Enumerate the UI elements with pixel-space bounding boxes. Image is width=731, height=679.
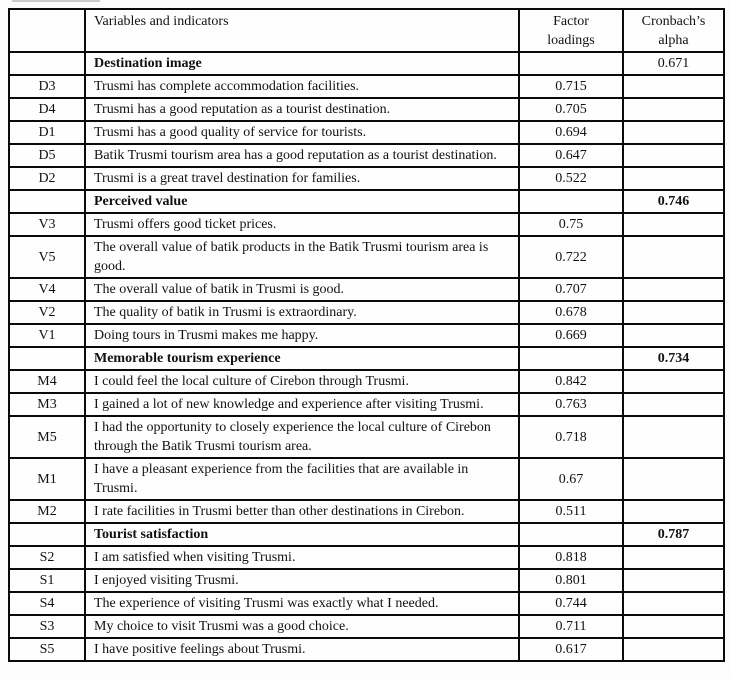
indicator-text: The overall value of batik products in the Batik Trusmi tourism area is good. [85, 236, 519, 278]
cronbachs-alpha-cell-empty [623, 324, 724, 347]
item-row [9, 213, 724, 236]
header-code-cell [9, 9, 85, 52]
indicator-text: I am satisfied when visiting Trusmi. [85, 546, 519, 569]
item-code: D5 [9, 144, 85, 167]
item-code: S4 [9, 592, 85, 615]
item-row [9, 324, 724, 347]
item-code: M3 [9, 393, 85, 416]
cronbachs-alpha-cell-empty [623, 546, 724, 569]
cronbachs-alpha-cell-empty [623, 121, 724, 144]
section-row [9, 190, 724, 213]
item-row [9, 615, 724, 638]
indicator-text: I could feel the local culture of Cirebon through Trusmi. [85, 370, 519, 393]
cronbachs-alpha-cell-empty [623, 144, 724, 167]
cronbachs-alpha-cell-empty [623, 393, 724, 416]
indicator-text: Doing tours in Trusmi makes me happy. [85, 324, 519, 347]
header-cronbachs-alpha: Cronbach’s alpha [623, 9, 724, 52]
item-row [9, 167, 724, 190]
cronbachs-alpha-cell-empty [623, 278, 724, 301]
section-row [9, 523, 724, 546]
factor-loading-value: 0.705 [519, 98, 623, 121]
item-code: M4 [9, 370, 85, 393]
code-cell-empty [9, 347, 85, 370]
indicator-text: I gained a lot of new knowledge and experience after visiting Trusmi. [85, 393, 519, 416]
cronbachs-alpha-cell-empty [623, 75, 724, 98]
item-row [9, 592, 724, 615]
factor-loading-value: 0.67 [519, 458, 623, 500]
factor-loading-value: 0.694 [519, 121, 623, 144]
item-code: M1 [9, 458, 85, 500]
cronbachs-alpha-cell-empty [623, 592, 724, 615]
item-row [9, 98, 724, 121]
factor-loading-value: 0.511 [519, 500, 623, 523]
item-code: D1 [9, 121, 85, 144]
cronbachs-alpha-cell-empty [623, 98, 724, 121]
code-cell-empty [9, 190, 85, 213]
item-code: V3 [9, 213, 85, 236]
indicator-text: Batik Trusmi tourism area has a good reputation as a tourist destination. [85, 144, 519, 167]
cronbachs-alpha-cell-empty [623, 167, 724, 190]
indicator-text: I had the opportunity to closely experience the local culture of Cirebon through the Batik Trusmi tourism area. [85, 416, 519, 458]
indicator-text: Trusmi has complete accommodation facilities. [85, 75, 519, 98]
factor-loading-value: 0.711 [519, 615, 623, 638]
indicator-text: Trusmi has a good reputation as a tourist destination. [85, 98, 519, 121]
item-code: D3 [9, 75, 85, 98]
item-code: S5 [9, 638, 85, 661]
section-row [9, 347, 724, 370]
factor-loading-value: 0.522 [519, 167, 623, 190]
header-factor-loadings: Factor loadings [519, 9, 623, 52]
code-cell-empty [9, 52, 85, 75]
factor-loading-cell-empty [519, 190, 623, 213]
item-row [9, 569, 724, 592]
factor-loading-value: 0.669 [519, 324, 623, 347]
item-row [9, 121, 724, 144]
factor-loading-value: 0.722 [519, 236, 623, 278]
item-row [9, 75, 724, 98]
item-code: V5 [9, 236, 85, 278]
header-row [9, 9, 724, 52]
factor-loading-value: 0.718 [519, 416, 623, 458]
factor-loading-value: 0.647 [519, 144, 623, 167]
item-code: D4 [9, 98, 85, 121]
cronbachs-alpha-cell-empty [623, 301, 724, 324]
indicator-text: I have positive feelings about Trusmi. [85, 638, 519, 661]
item-row [9, 144, 724, 167]
indicator-text: I enjoyed visiting Trusmi. [85, 569, 519, 592]
item-code: S1 [9, 569, 85, 592]
item-code: V1 [9, 324, 85, 347]
item-code: M2 [9, 500, 85, 523]
indicator-text: Trusmi offers good ticket prices. [85, 213, 519, 236]
indicator-text: The experience of visiting Trusmi was exactly what I needed. [85, 592, 519, 615]
factor-loading-value: 0.801 [519, 569, 623, 592]
cronbachs-alpha-cell-empty [623, 370, 724, 393]
factor-loading-value: 0.818 [519, 546, 623, 569]
factor-loading-value: 0.75 [519, 213, 623, 236]
factor-loading-cell-empty [519, 523, 623, 546]
cronbachs-alpha-cell-empty [623, 458, 724, 500]
factor-loading-value: 0.763 [519, 393, 623, 416]
cronbachs-alpha-cell-empty [623, 500, 724, 523]
factor-loading-cell-empty [519, 52, 623, 75]
item-row [9, 546, 724, 569]
cronbachs-alpha-cell-empty [623, 638, 724, 661]
item-row [9, 236, 724, 278]
indicator-text: I have a pleasant experience from the facilities that are available in Trusmi. [85, 458, 519, 500]
indicator-text: The overall value of batik in Trusmi is good. [85, 278, 519, 301]
cronbachs-alpha-value: 0.787 [623, 523, 724, 546]
header-variables-indicators: Variables and indicators [85, 9, 519, 52]
section-label: Destination image [85, 52, 519, 75]
item-row [9, 370, 724, 393]
factor-loading-value: 0.842 [519, 370, 623, 393]
item-code: S2 [9, 546, 85, 569]
item-row [9, 500, 724, 523]
item-row [9, 416, 724, 458]
section-label: Memorable tourism experience [85, 347, 519, 370]
indicator-text: Trusmi has a good quality of service for tourists. [85, 121, 519, 144]
section-label: Perceived value [85, 190, 519, 213]
reliability-table [8, 8, 725, 662]
cronbachs-alpha-cell-empty [623, 213, 724, 236]
cronbachs-alpha-value: 0.671 [623, 52, 724, 75]
factor-loading-value: 0.707 [519, 278, 623, 301]
crop-artifact [12, 0, 100, 2]
cronbachs-alpha-cell-empty [623, 416, 724, 458]
item-code: S3 [9, 615, 85, 638]
table-body [9, 52, 724, 661]
factor-loading-value: 0.678 [519, 301, 623, 324]
cronbachs-alpha-cell-empty [623, 569, 724, 592]
item-row [9, 278, 724, 301]
item-row [9, 301, 724, 324]
factor-loading-value: 0.744 [519, 592, 623, 615]
cronbachs-alpha-cell-empty [623, 615, 724, 638]
item-code: D2 [9, 167, 85, 190]
cronbachs-alpha-value: 0.746 [623, 190, 724, 213]
factor-loading-cell-empty [519, 347, 623, 370]
cronbachs-alpha-value: 0.734 [623, 347, 724, 370]
section-label: Tourist satisfaction [85, 523, 519, 546]
factor-loading-value: 0.715 [519, 75, 623, 98]
code-cell-empty [9, 523, 85, 546]
indicator-text: I rate facilities in Trusmi better than other destinations in Cirebon. [85, 500, 519, 523]
item-row [9, 393, 724, 416]
indicator-text: My choice to visit Trusmi was a good choice. [85, 615, 519, 638]
factor-loading-value: 0.617 [519, 638, 623, 661]
indicator-text: Trusmi is a great travel destination for families. [85, 167, 519, 190]
item-code: M5 [9, 416, 85, 458]
cronbachs-alpha-cell-empty [623, 236, 724, 278]
section-row [9, 52, 724, 75]
item-row [9, 458, 724, 500]
item-code: V2 [9, 301, 85, 324]
item-row [9, 638, 724, 661]
item-code: V4 [9, 278, 85, 301]
indicator-text: The quality of batik in Trusmi is extraordinary. [85, 301, 519, 324]
